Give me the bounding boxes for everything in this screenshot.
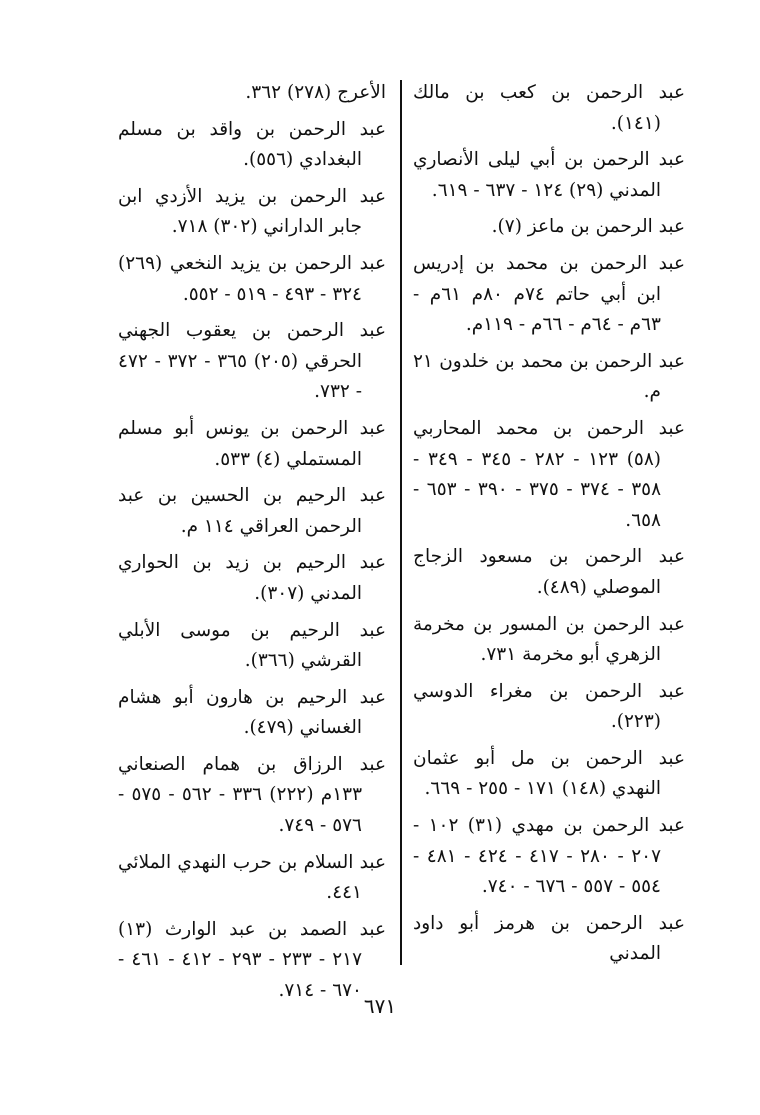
index-entry: عبد الرحمن بن يونس أبو مسلم المستملي (٤) ٥٣٣. (118, 417, 386, 470)
index-entry: عبد السلام بن حرب النهدي الملائي ٤٤١. (118, 851, 386, 904)
index-entry: عبد الرحيم بن موسى الأبلي القرشي (٣٦٦). (118, 619, 386, 672)
index-entry: عبد الرحمن بن محمد المحاربي (٥٨) ١٢٣ - ٢٨٢ - ٣٤٥ - ٣٤٩ - ٣٥٨ - ٣٧٤ - ٣٧٥ - ٣٩٠ - ٦٥٣ - ٦٥٨. (413, 417, 685, 531)
index-entry: عبد الرحمن بن يزيد النخعي (٢٦٩) ٣٢٤ - ٤٩٣ - ٥١٩ - ٥٥٢. (118, 252, 386, 305)
index-entry: عبد الرحمن بن يزيد الأزدي ابن جابر الداراني (٣٠٢) ٧١٨. (118, 185, 386, 238)
index-entry: عبد الرحمن بن يعقوب الجهني الحرقي (٢٠٥) ٣٦٥ - ٣٧٢ - ٤٧٢ - ٧٣٢. (118, 320, 386, 403)
index-entry: عبد الرحمن بن محمد بن إدريس ابن أبي حاتم ٧٤م ٨٠م ٦١م - ٦٣م - ٦٤م - ٦٦م - ١١٩م. (413, 252, 685, 336)
index-entry: عبد الرحيم بن هارون أبو هشام الغساني (٤٧٩). (118, 686, 386, 739)
index-entry: عبد الرحيم بن الحسين بن عبد الرحمن العراقي ١١٤ م. (118, 485, 386, 537)
index-entry: عبد الرحمن بن مل أبو عثمان النهدي (١٤٨) ١٧١ - ٢٥٥ - ٦٦٩. (413, 747, 685, 800)
left-column (118, 78, 386, 1013)
column-divider (400, 80, 402, 965)
index-entry: عبد الرحمن بن هرمز أبو داود المدني (413, 912, 685, 965)
index-entry: عبد الرحمن بن واقد بن مسلم البغدادي (٥٥٦). (118, 118, 386, 171)
index-entry: عبد الرزاق بن همام الصنعاني ١٣٣م (٢٢٢) ٣٣٦ - ٥٦٢ - ٥٧٥ - ٥٧٦ - ٧٤٩. (118, 753, 386, 837)
right-column (413, 78, 685, 976)
index-entry: عبد الرحمن بن محمد بن خلدون ٢١ م. (413, 350, 685, 403)
index-entry: عبد الرحمن بن مسعود الزجاج الموصلي (٤٨٩). (413, 546, 685, 598)
index-entry: عبد الرحمن بن المسور بن مخرمة الزهري أبو مخرمة ٧٣١. (413, 613, 685, 666)
index-entry: عبد الرحيم بن زيد بن الحواري المدني (٣٠٧). (118, 552, 386, 604)
index-entry: عبد الرحمن بن ماعز (٧). (491, 216, 685, 238)
index-entry: الأعرج (٢٧٨) ٣٦٢. (245, 82, 386, 103)
index-entry: عبد الرحمن بن كعب بن مالك (١٤١). (413, 82, 685, 134)
index-entry: عبد الرحمن بن مهدي (٣١) ١٠٢ - ٢٠٧ - ٢٨٠ - ٤١٧ - ٤٢٤ - ٤٨١ - ٥٥٤ - ٥٥٧ - ٦٧٦ - ٧٤٠. (413, 815, 685, 898)
index-entry: عبد الصمد بن عبد الوارث (١٣) ٢١٧ - ٢٣٣ - ٢٩٣ - ٤١٢ - ٤٦١ - ٦٧٠ - ٧١٤. (118, 918, 386, 1002)
index-entry: عبد الرحمن بن أبي ليلى الأنصاري المدني (٢٩) ١٢٤ - ٦٣٧ - ٦١٩. (413, 149, 685, 201)
page-number: ٦٧١ (363, 994, 397, 1018)
index-entry: عبد الرحمن بن مغراء الدوسي (٢٢٣). (413, 680, 685, 733)
